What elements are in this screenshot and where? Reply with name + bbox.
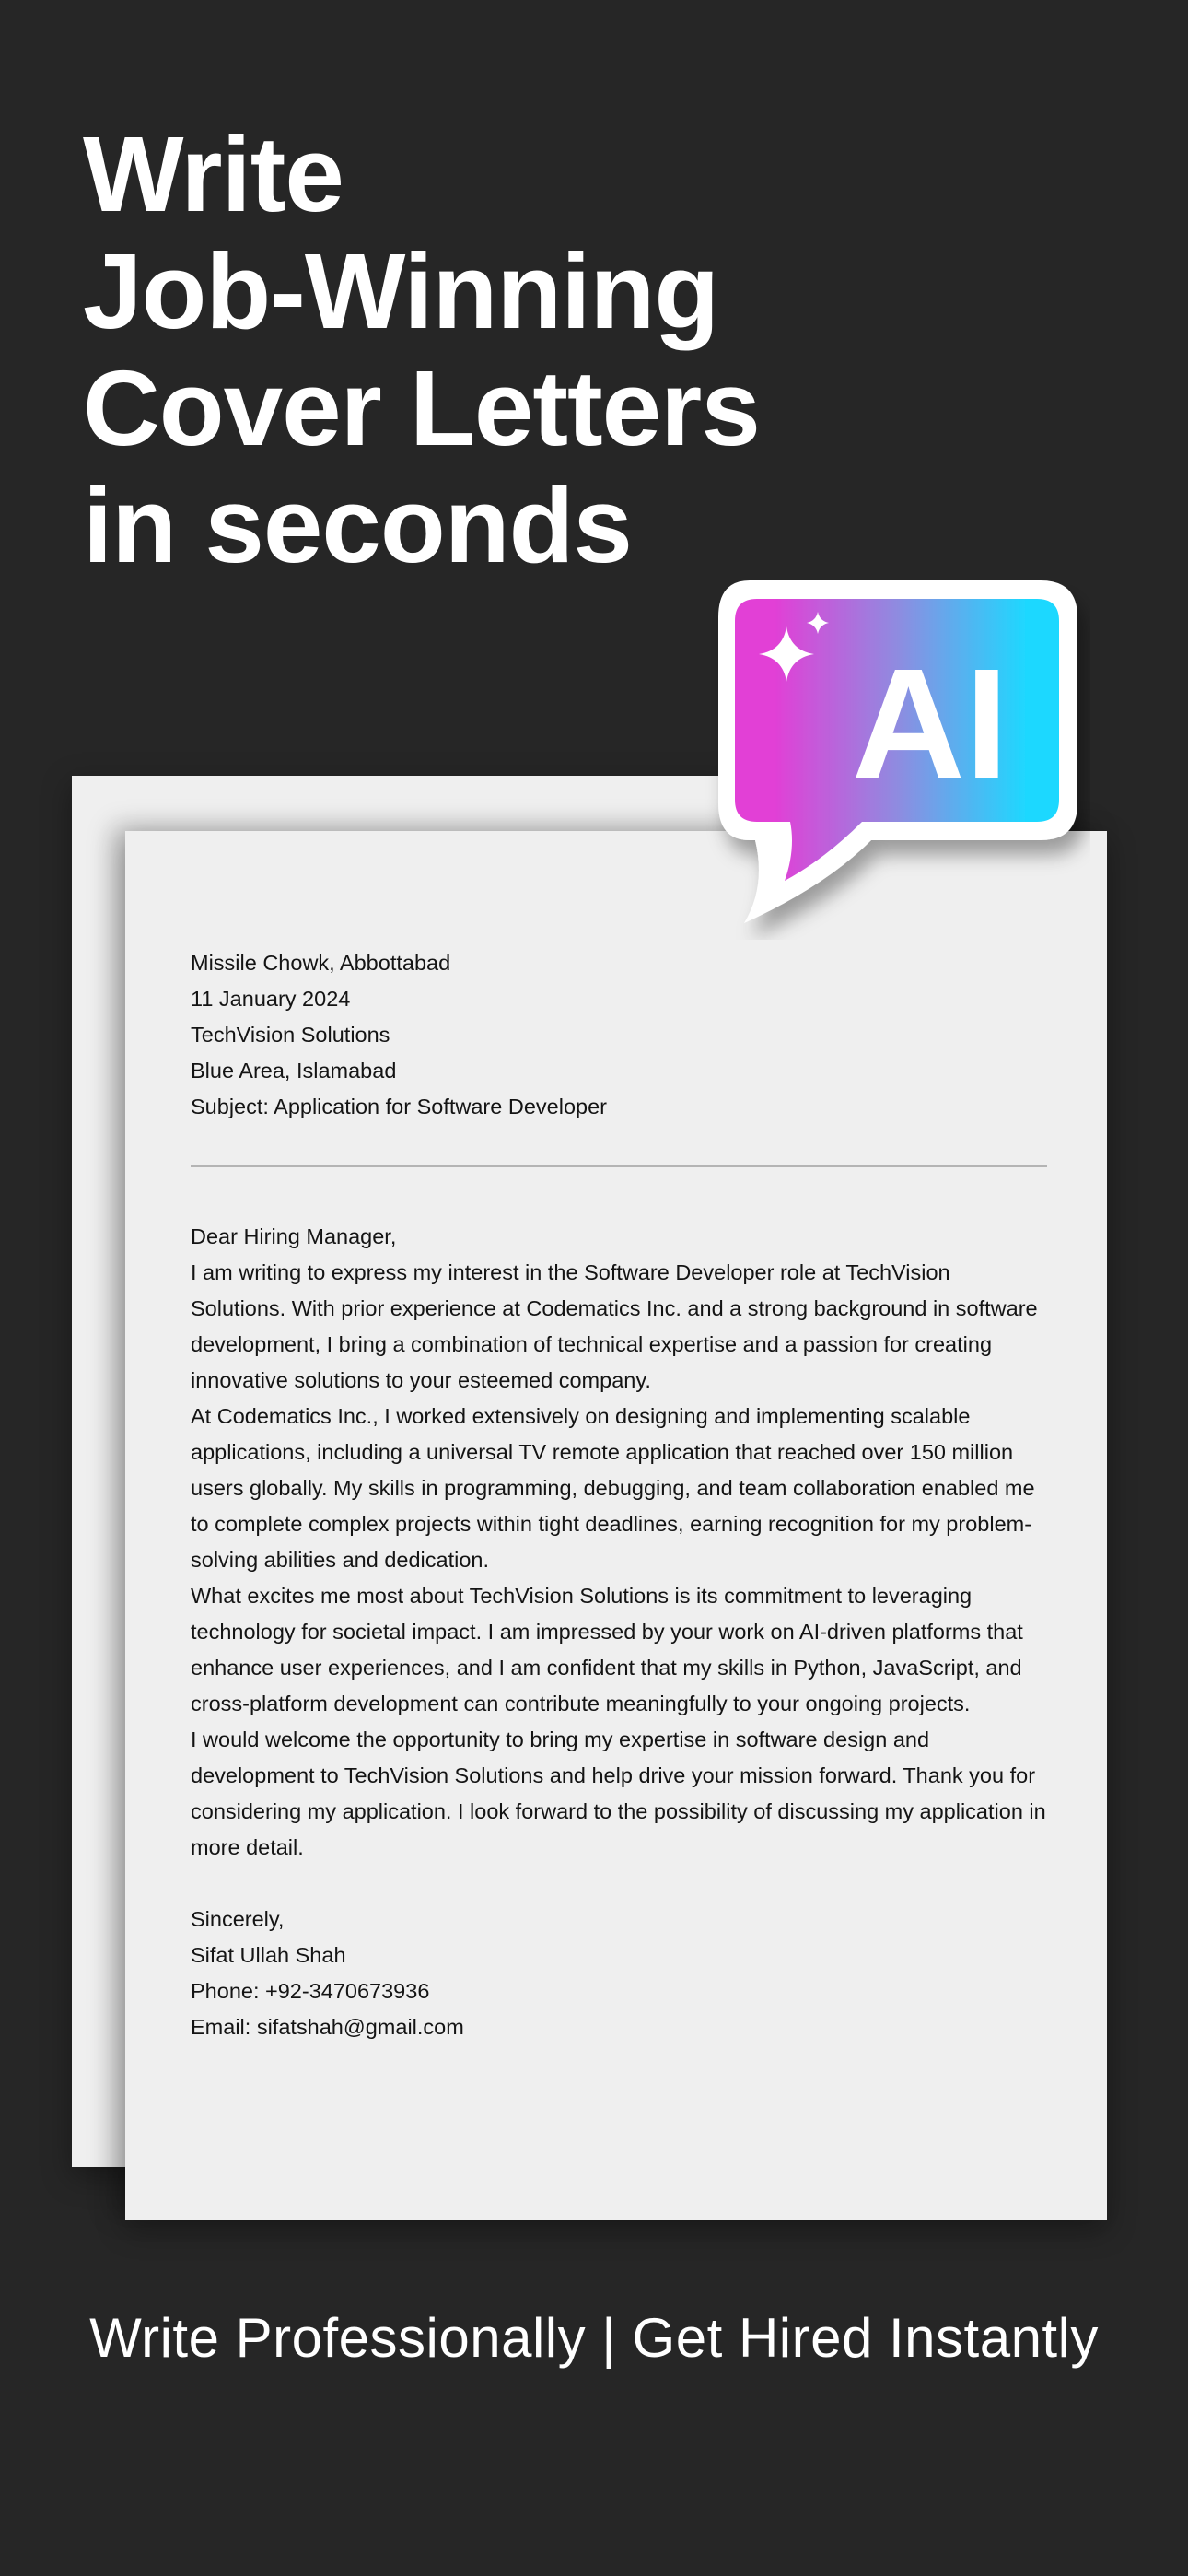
letter-date: 11 January 2024 bbox=[191, 987, 351, 1011]
headline-line: Cover Letters bbox=[83, 348, 760, 468]
letter-phone: Phone: +92-3470673936 bbox=[191, 1979, 430, 2003]
cover-letter-body bbox=[191, 945, 1047, 2045]
cover-letter-sheet bbox=[125, 831, 1107, 2220]
letter-paragraph: I would welcome the opportunity to bring my expertise in software design and development to TechVision Solutions and help drive your mission forward. Thank you for considering my application. I look forward to the possibility of discussing my application in more detail. bbox=[191, 1727, 1046, 1859]
letter-salutation: Dear Hiring Manager, bbox=[191, 1224, 397, 1248]
headline bbox=[83, 116, 760, 584]
letter-company-address: Blue Area, Islamabad bbox=[191, 1059, 397, 1083]
letter-paragraph: At Codematics Inc., I worked extensively on designing and implementing scalable applications, including a universal TV remote application that reached over 150 million users globally. My skills in programming, debugging, and team collaboration enabled me to complete complex projects within tight deadlines, earning recognition for my problem-solving abilities and dedication. bbox=[191, 1404, 1035, 1572]
letter-paragraph: I am writing to express my interest in the Software Developer role at TechVision Solutions. With prior experience at Codematics Inc. and a strong background in software development, I bring a combination of technical expertise and a passion for creating innovative solutions to your esteemed company. bbox=[191, 1260, 1038, 1392]
letter-closing: Sincerely, bbox=[191, 1907, 285, 1931]
ai-badge bbox=[704, 571, 1090, 940]
letter-paragraph: What excites me most about TechVision Solutions is its commitment to leveraging technology for societal impact. I am impressed by your work on AI-driven platforms that enhance user experiences, and I am confident that my skills in Python, JavaScript, and cross-platform development can contribute meaningfully to your ongoing projects. bbox=[191, 1584, 1023, 1715]
headline-line: Job-Winning bbox=[83, 231, 719, 351]
headline-line: in seconds bbox=[83, 465, 632, 585]
ai-badge-label: AI bbox=[852, 637, 1008, 812]
letter-company: TechVision Solutions bbox=[191, 1023, 390, 1047]
tagline: Write Professionally | Get Hired Instantly bbox=[89, 2307, 1099, 2369]
letter-address: Missile Chowk, Abbottabad bbox=[191, 951, 451, 975]
letter-spacer bbox=[191, 1866, 1047, 1902]
letter-signature-name: Sifat Ullah Shah bbox=[191, 1943, 346, 1967]
letter-subject: Subject: Application for Software Developer bbox=[191, 1095, 607, 1118]
headline-line: Write bbox=[83, 114, 344, 234]
letter-email: Email: sifatshah@gmail.com bbox=[191, 2015, 464, 2039]
letter-divider bbox=[191, 1165, 1047, 1167]
